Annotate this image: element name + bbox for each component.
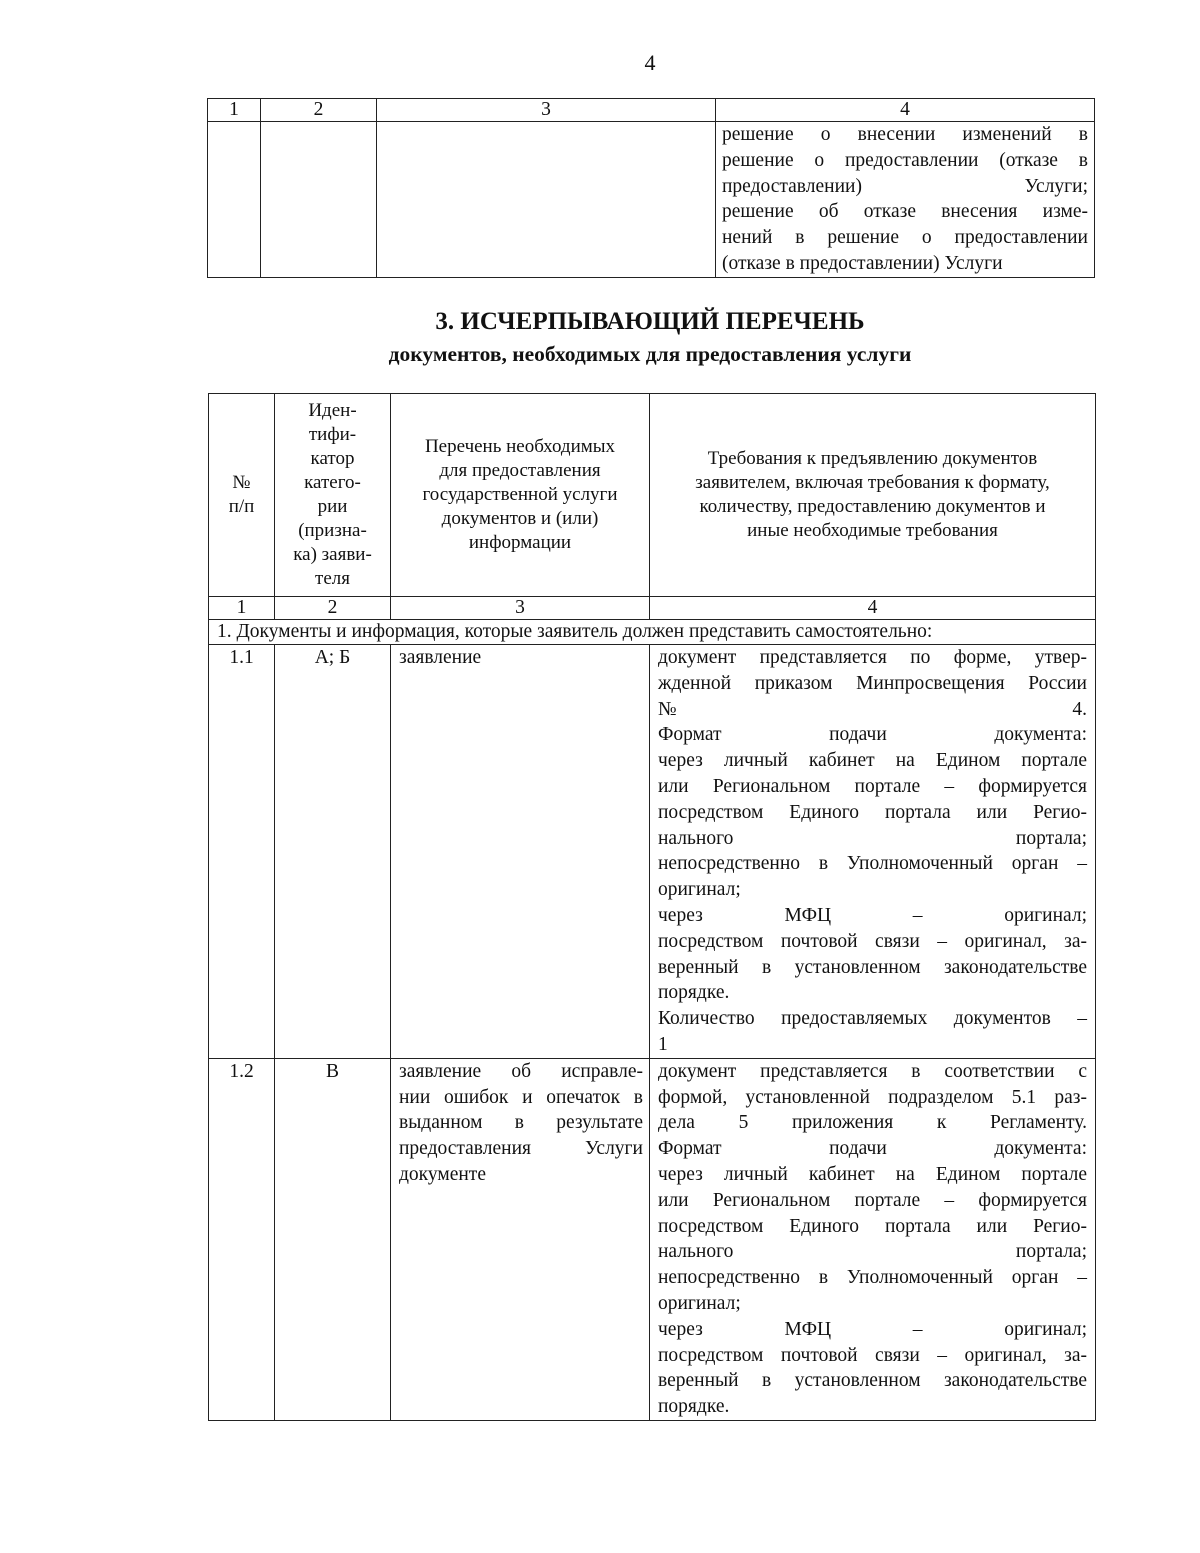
section-title: 3. ИСЧЕРПЫВАЮЩИЙ ПЕРЕЧЕНЬ <box>435 308 865 335</box>
row-requirements <box>650 645 1096 1059</box>
text-line: количеству, предоставлению документов и <box>699 496 1046 517</box>
text-line: ка) заяви- <box>293 544 372 565</box>
text-line: катего- <box>304 472 361 493</box>
text-line: оригинал; <box>658 1292 741 1314</box>
text-line: оригинал; <box>658 879 741 901</box>
text-line: нений в решение о предоставлении <box>722 227 1088 249</box>
text-line: порядке. <box>658 1396 730 1418</box>
text-line: государственной услуги <box>422 484 618 505</box>
text-line: документе <box>399 1163 486 1185</box>
text-line: или Региональном портале – формируется <box>658 775 1087 797</box>
text-line: веренный в установленном законодательстве <box>658 956 1087 978</box>
text-line: предоставлении) Услуги; <box>722 175 1088 197</box>
text-line: посредством Единого портала или Регио- <box>658 1215 1087 1237</box>
text-line: информации <box>468 532 572 553</box>
column-number: 4 <box>650 597 1096 620</box>
text-line: жденной приказом Минпросвещения России <box>658 672 1087 694</box>
text-line: катор <box>310 448 355 469</box>
section-subtitle: документов, необходимых для предоставления услуги <box>388 342 912 366</box>
text-line: непосредственно в Уполномоченный орган – <box>658 1267 1087 1289</box>
row-number: 1.2 <box>209 1058 275 1420</box>
section-heading <box>0 305 1200 369</box>
column-number-row <box>209 597 1096 620</box>
text-line: решение о предоставлении (отказе в <box>722 149 1088 171</box>
text-line: п/п <box>228 496 255 517</box>
text-line: документ представляется в соответствии с <box>658 1060 1087 1082</box>
page-number: 4 <box>644 50 656 75</box>
header-document-list <box>391 394 650 597</box>
text-line: веренный в установленном законодательстве <box>658 1370 1087 1392</box>
row-category: В <box>275 1058 391 1420</box>
header-number <box>209 394 275 597</box>
text-line: рии <box>317 496 348 517</box>
column-number: 3 <box>391 597 650 620</box>
text-line: Иден- <box>308 400 357 421</box>
text-line: порядке. <box>658 982 730 1004</box>
column-number: 1 <box>209 597 275 620</box>
text-line: нального портала; <box>658 1241 1087 1263</box>
text-line: № <box>232 472 251 493</box>
text-line: для предоставления <box>439 460 601 481</box>
text-line: формой, установленной подразделом 5.1 раз- <box>658 1086 1087 1108</box>
text-line: посредством почтовой связи – оригинал, за- <box>658 1344 1087 1366</box>
header-category-id <box>275 394 391 597</box>
table-cell <box>377 122 716 278</box>
text-line: или Региональном портале – формируется <box>658 1189 1087 1211</box>
text-line: посредством почтовой связи – оригинал, за- <box>658 930 1087 952</box>
text-line: заявление об исправле- <box>399 1060 643 1082</box>
text-line: иные необходимые требования <box>747 520 998 541</box>
text-line: Формат подачи документа: <box>658 1138 1087 1160</box>
text-line: через МФЦ – оригинал; <box>658 904 1087 926</box>
row-document <box>391 1058 650 1420</box>
row-document <box>391 645 650 1059</box>
top-table-continuation <box>207 98 1095 278</box>
row-category: А; Б <box>275 645 391 1059</box>
text-line: Перечень необходимых <box>424 436 616 457</box>
text-line: нии ошибок и опечаток в <box>399 1086 643 1108</box>
text-line: непосредственно в Уполномоченный орган – <box>658 853 1087 875</box>
row-requirements <box>650 1058 1096 1420</box>
decision-list-cell <box>716 122 1095 278</box>
table-row <box>209 1058 1096 1420</box>
text-line: теля <box>315 568 350 589</box>
text-line: Требования к предъявлению документов <box>707 448 1038 469</box>
text-line: (отказе в предоставлении) Услуги <box>722 252 1003 274</box>
text-line: Количество предоставляемых документов – <box>658 1008 1087 1030</box>
text-line: тифи- <box>308 424 357 445</box>
top-table-number-row <box>208 99 1095 122</box>
text-line: нального портала; <box>658 827 1087 849</box>
text-line: № 4. <box>658 698 1087 720</box>
section-row-label: 1. Документы и информация, которые заявитель должен представить самостоятельно: <box>209 620 1096 645</box>
text-line: выданном в результате <box>399 1112 643 1134</box>
text-line: через МФЦ – оригинал; <box>658 1318 1087 1340</box>
table-cell <box>261 122 377 278</box>
text-line: документ представляется по форме, утвер- <box>658 647 1087 668</box>
column-number: 4 <box>716 99 1095 122</box>
column-number: 3 <box>377 99 716 122</box>
text-line: Формат подачи документа: <box>658 724 1087 746</box>
text-line: 1 <box>658 1033 668 1055</box>
text-line: документов и (или) <box>441 508 599 529</box>
text-line: посредством Единого портала или Регио- <box>658 801 1087 823</box>
text-line: заявление <box>399 647 482 668</box>
column-number: 2 <box>261 99 377 122</box>
row-number: 1.1 <box>209 645 275 1059</box>
text-line: через личный кабинет на Едином портале <box>658 750 1087 772</box>
text-line: заявителем, включая требования к формату, <box>695 472 1050 493</box>
header-requirements <box>650 394 1096 597</box>
table-row <box>208 122 1095 278</box>
table-row <box>209 645 1096 1059</box>
table-cell <box>208 122 261 278</box>
text-line: дела 5 приложения к Регламенту. <box>658 1112 1087 1134</box>
text-line: предоставления Услуги <box>399 1138 643 1160</box>
column-number: 2 <box>275 597 391 620</box>
text-line: решение о внесении изменений в <box>722 124 1088 145</box>
text-line: через личный кабинет на Едином портале <box>658 1163 1087 1185</box>
text-line: (призна- <box>298 520 367 541</box>
documents-table <box>208 393 1096 1421</box>
text-line: решение об отказе внесения изме- <box>722 201 1088 223</box>
section-row <box>209 620 1096 645</box>
table-header-row <box>209 394 1096 597</box>
column-number: 1 <box>208 99 261 122</box>
